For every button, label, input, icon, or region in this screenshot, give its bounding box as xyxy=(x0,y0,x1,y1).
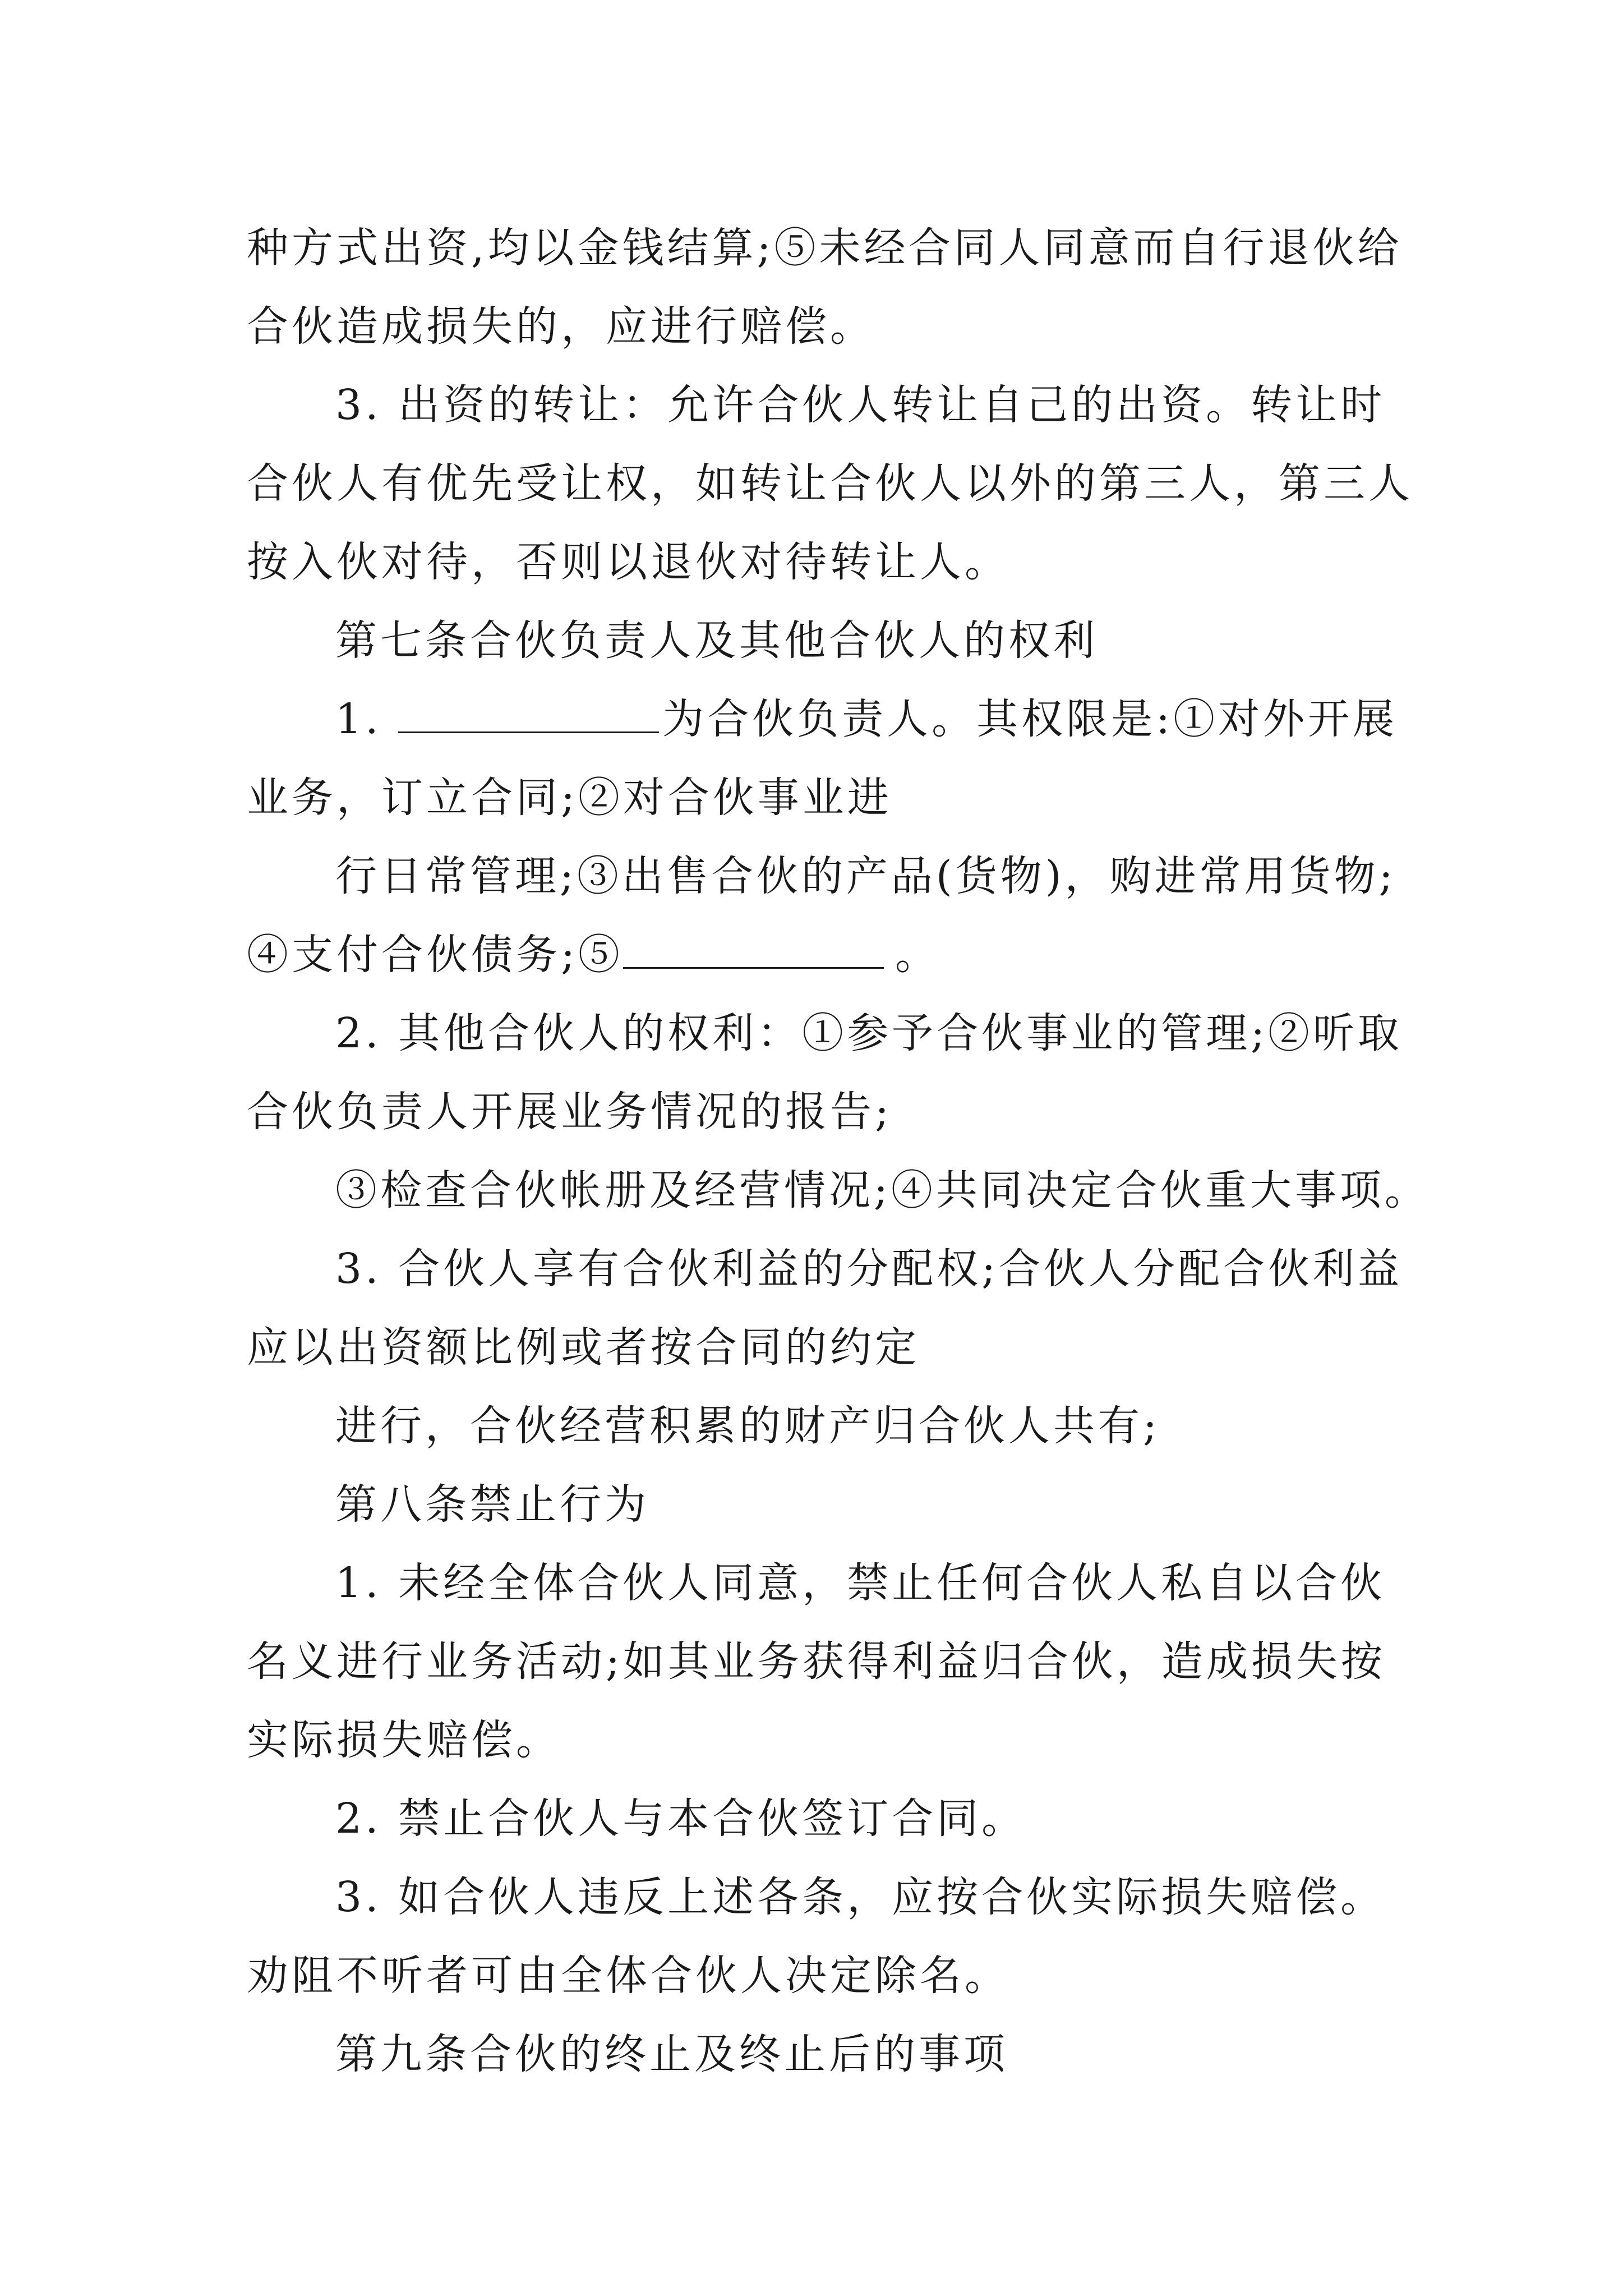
text-line xyxy=(335,691,1398,747)
text-line: 实际损失赔偿。 xyxy=(247,1716,561,1764)
text-line: 2. 其他合伙人的权利：①参予合伙事业的管理;②听取 xyxy=(335,1009,1403,1057)
text-line: 行日常管理;③出售合伙的产品(货物)，购进常用货物; xyxy=(335,852,1396,900)
text-line: 3. 如合伙人违反上述各条，应按合伙实际损失赔偿。 xyxy=(335,1873,1386,1921)
text-line: 3. 出资的转让：允许合伙人转让自己的出资。转让时 xyxy=(335,381,1386,429)
article-heading: 第九条合伙的终止及终止后的事项 xyxy=(335,2030,1008,2078)
fill-in-blank xyxy=(398,692,659,733)
text-line: 3. 合伙人享有合伙利益的分配权;合伙人分配合伙利益 xyxy=(335,1245,1403,1293)
text-line: 应以出资额比例或者按合同的约定 xyxy=(247,1323,920,1372)
text-line: 种方式出资,均以金钱结算;⑤未经合同人同意而自行退伙给 xyxy=(247,224,1403,272)
text-line: ③检查合伙帐册及经营情况;④共同决定合伙重大事项。 xyxy=(335,1166,1430,1214)
text-line: 劝阻不听者可由全体合伙人决定除名。 xyxy=(247,1952,1009,2000)
fill-in-blank xyxy=(623,928,884,969)
clause-end: 。 xyxy=(895,931,940,979)
text-line xyxy=(247,927,940,983)
text-line: 业务，订立合同;②对合伙事业进 xyxy=(247,774,892,822)
text-line: 名义进行业务活动;如其业务获得利益归合伙，造成损失按 xyxy=(247,1637,1386,1686)
article-heading: 第七条合伙负责人及其他合伙人的权利 xyxy=(335,616,1098,665)
clause-number: 1. xyxy=(335,695,399,743)
text-line: 合伙造成损失的，应进行赔偿。 xyxy=(247,302,875,351)
clause-text: ④支付合伙债务;⑤ xyxy=(247,931,623,979)
text-line: 合伙负责人开展业务情况的报告; xyxy=(247,1088,892,1136)
text-line: 合伙人有优先受让权，如转让合伙人以外的第三人，第三人 xyxy=(247,459,1413,508)
article-heading: 第八条禁止行为 xyxy=(335,1480,649,1529)
text-line: 1. 未经全体合伙人同意，禁止任何合伙人私自以合伙 xyxy=(335,1559,1386,1607)
text-line: 进行，合伙经营积累的财产归合伙人共有; xyxy=(335,1402,1160,1450)
text-line: 按入伙对待，否则以退伙对待转让人。 xyxy=(247,538,1009,586)
text-line: 2. 禁止合伙人与本合伙签订合同。 xyxy=(335,1795,1027,1843)
clause-text: 为合伙负责人。其权限是:①对外开展 xyxy=(662,695,1398,743)
